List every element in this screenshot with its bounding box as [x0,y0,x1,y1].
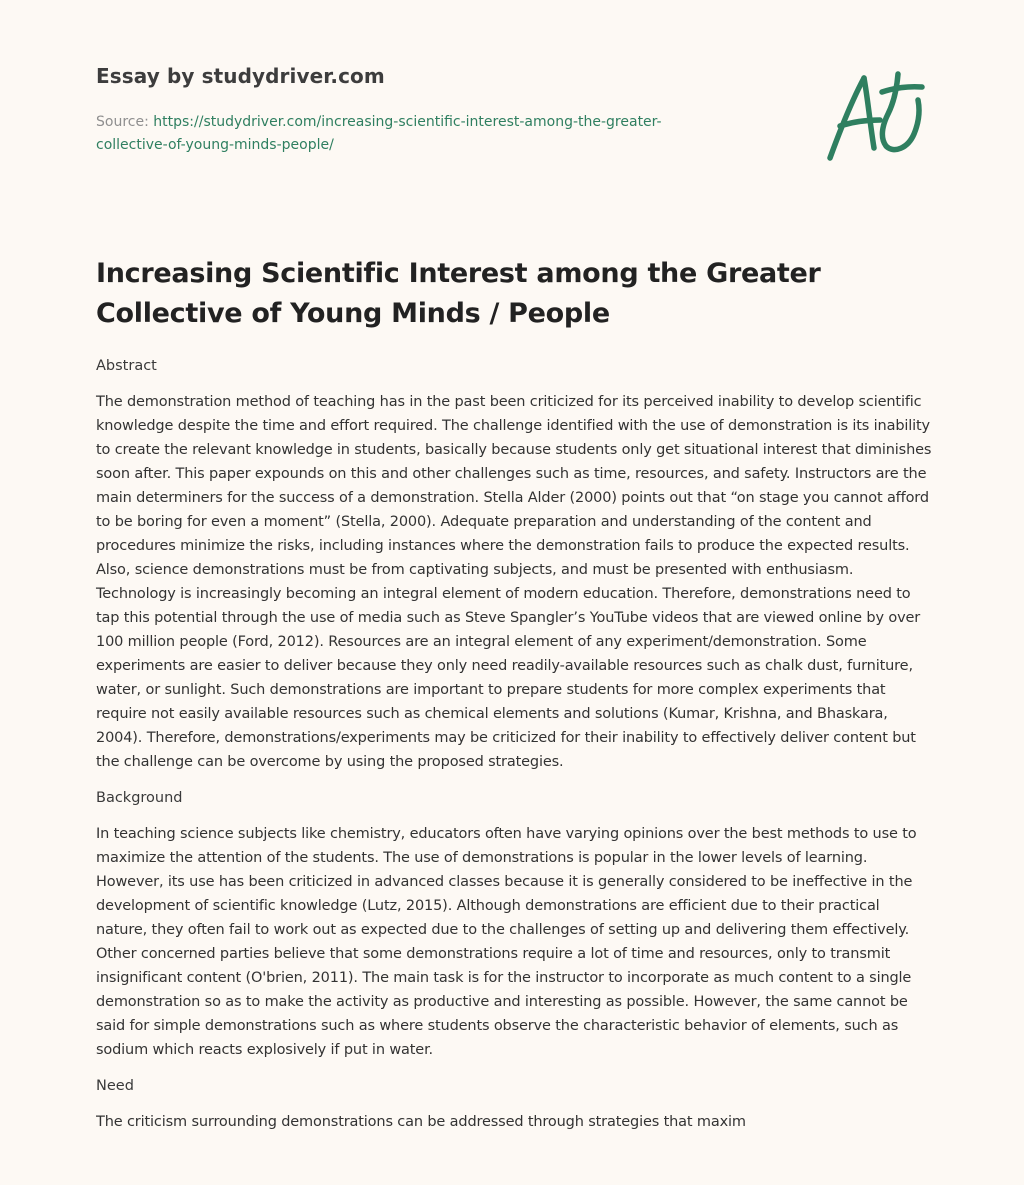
source-line [96,111,736,157]
need-paragraph: The criticism surrounding demonstrations can be addressed through strategies that maxim [96,1114,746,1130]
source-label: Source: [96,114,149,130]
source-link[interactable] [96,114,662,153]
essay-content [96,354,932,1146]
abstract-paragraph: The demonstration method of teaching has in the past been criticized for its perceived inability to develop scientific knowledge despite the time and effort required. The challenge identified with the use of demonstration is its inability to create the relevant knowledge in students, basically because students only get situational interest that diminishes soon after. This paper expounds on this and other challenges such as time, resources, and safety. Instructors are the main determiners for the success of a demonstration. Stella Alder (2000) points out that “on stage you cannot afford to be boring for even a moment” (Stella, 2000). Adequate preparation and understanding of the content and procedures minimize the risks, including instances where the demonstration fails to produce the expected results. Also, science demonstrations must be from captivating subjects, and must be presented with enthusiasm. Technology is increasingly becoming an integral element of modern education. Therefore, demonstrations need to tap this potential through the use of media such as Steve Spangler’s YouTube videos that are viewed online by over 100 million people (Ford, 2012). Resources are an integral element of any experiment/demonstration. Some experiments are easier to deliver because they only need readily-available resources such as chalk dust, furniture, water, or sunlight. Such demonstrations are important to prepare students for more complex experiments that require not easily available resources such as chemical elements and solutions (Kumar, Krishna, and Bhaskara, 2004). Therefore, demonstrations/experiments may be criticized for their inability to effectively deliver content but the challenge can be overcome by using the proposed strategies. [96,394,932,770]
essay-title: Increasing Scientific Interest among the Greater Collective of Young Minds / People [96,258,821,329]
source-link-line2: collective-of-young-minds-people/ [96,137,334,153]
site-title: Essay by studydriver.com [96,64,385,88]
source-link-line1: https://studydriver.com/increasing-scientific-interest-among-the-greater- [153,114,662,130]
background-heading: Background [96,790,183,806]
background-paragraph: In teaching science subjects like chemistry, educators often have varying opinions over the best methods to use to maximize the attention of the students. The use of demonstrations is popular in the lower levels of learning. However, its use has been criticized in advanced classes because it is generally considered to be ineffective in the development of scientific knowledge (Lutz, 2015). Although demonstrations are efficient due to their practical nature, they often fail to work out as expected due to the challenges of setting up and delivering them effectively. Other concerned parties believe that some demonstrations require a lot of time and resources, only to transmit insignificant content (O'brien, 2011). The main task is for the instructor to incorporate as much content to a single demonstration so as to make the activity as productive and interesting as possible. However, the same cannot be said for simple demonstrations such as where students observe the characteristic behavior of elements, such as sodium which reacts explosively if put in water. [96,826,917,1058]
need-heading: Need [96,1078,134,1094]
a-plus-logo-icon [824,66,928,166]
abstract-heading: Abstract [96,358,157,374]
